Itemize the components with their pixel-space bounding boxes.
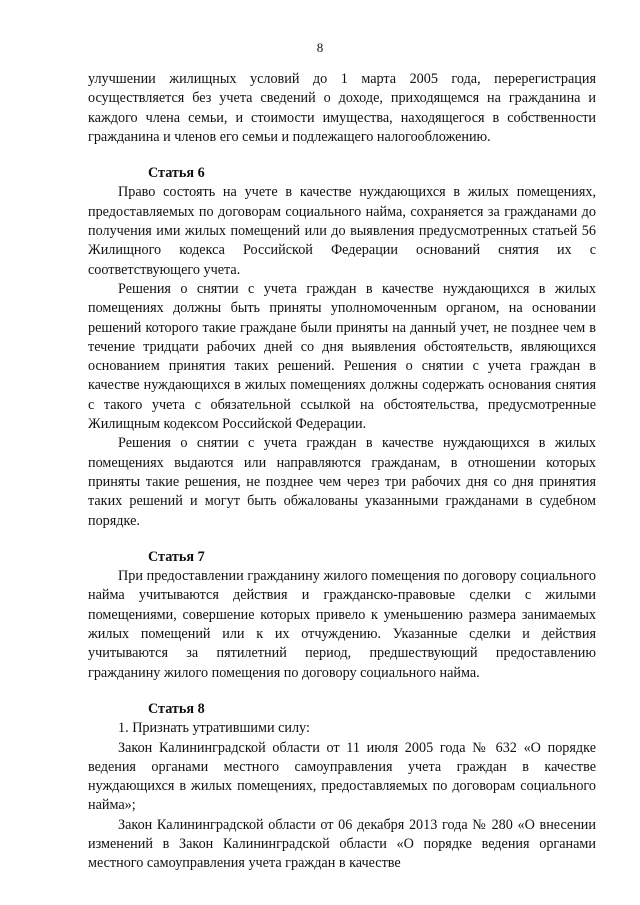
article-7-heading: Статья 7 bbox=[148, 548, 205, 565]
article-6-paragraph-3: Решения о снятии с учета граждан в качестве нуждающихся в жилых помещениях выдаются или направляются гражданам, в отношении которых приняты такие решения, не позднее чем через три рабочих дня со дня принятия таких решений и могут быть обжалованы указанными гражданами в судебном порядке. bbox=[88, 435, 596, 529]
document-body bbox=[88, 70, 596, 874]
page-number: 8 bbox=[316, 40, 324, 55]
intro-paragraph: улучшении жилищных условий до 1 марта 2005 года, перерегистрация осуществляется без учета сведений о доходе, приходящемся на гражданина и каждого члена семьи, и стоимости имущества, находящегося в собственности гражданина и членов его семьи и подлежащего налогообложению. bbox=[88, 71, 596, 145]
article-6-heading: Статья 6 bbox=[148, 165, 205, 182]
article-7 bbox=[88, 548, 596, 683]
article-6 bbox=[88, 164, 596, 531]
article-6-paragraph-1: Право состоять на учете в качестве нуждающихся в жилых помещениях, предоставляемых по договорам социального найма, сохраняется за гражданами до получения ими жилых помещений или до выявления предусмотренных статьей 56 Жилищного кодекса Российской Федерации оснований снятия их с соответствующего учета. bbox=[88, 184, 596, 278]
article-8 bbox=[88, 700, 596, 874]
article-8-heading: Статья 8 bbox=[148, 700, 205, 717]
article-8-law-1: Закон Калининградской области от 11 июля 2005 года № 632 «О порядке ведения органами местного самоуправления учета граждан в качестве нуждающихся в жилых помещениях, предоставляемых по договорам социального найма»; bbox=[88, 739, 596, 814]
article-8-law-2: Закон Калининградской области от 06 декабря 2013 года № 280 «О внесении изменений в Закон Калининградской области «О порядке ведения органами местного самоуправления учета граждан в качестве bbox=[88, 816, 596, 872]
article-7-paragraph-1: При предоставлении гражданину жилого помещения по договору социального найма учитываются действия и гражданско-правовые сделки с жилыми помещениями, совершение которых привело к уменьшению размера занимаемых жилых помещений или к их отчуждению. Указанные сделки и действия учитываются за пятилетний период, предшествующий предоставлению гражданину жилого помещения по договору социального найма. bbox=[88, 568, 596, 681]
article-6-paragraph-2: Решения о снятии с учета граждан в качестве нуждающихся в жилых помещениях должны быть приняты уполномоченным органом, на основании решений которого такие граждане были приняты на данный учет, не позднее чем в течение тридцати рабочих дней со дня выявления обстоятельств, являющихся основанием принятия таких решений. Решения о снятии с учета граждан в качестве нуждающихся в жилых помещениях должны содержать основания снятия с такого учета с обязательной ссылкой на обстоятельства, предусмотренные Жилищным кодексом Российской Федерации. bbox=[88, 280, 596, 433]
article-8-item-1: 1. Признать утратившими силу: bbox=[118, 720, 310, 737]
